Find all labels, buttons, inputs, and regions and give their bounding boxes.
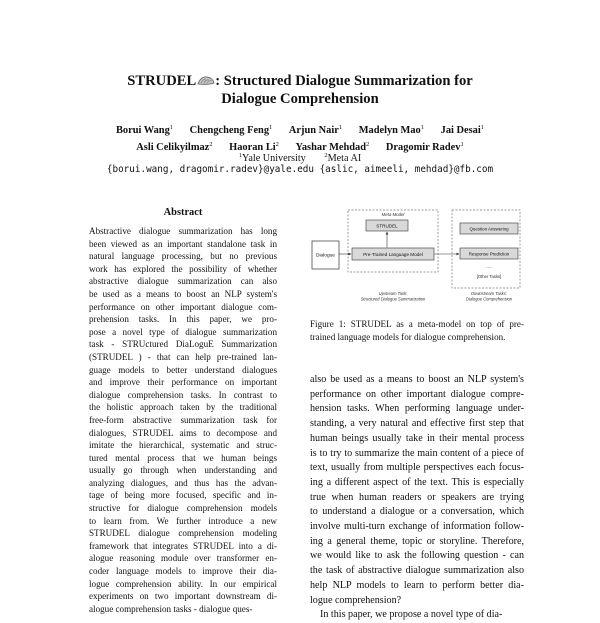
body-line: In this paper, we propose a novel type of dia- <box>320 609 503 621</box>
body-line: to understand a dialogue or a conversation, which <box>310 506 524 518</box>
author-emails: {borui.wang, dragomir.radev}@yale.edu {aslic, aimeeli, mehdad}@fb.com <box>106 164 494 175</box>
author: Yashar Mehdad$^2$ <box>295 141 370 153</box>
abstract-text <box>89 225 277 615</box>
abstract-line: imitate the hierarchical, systematic and struc- <box>89 440 277 451</box>
abstract-line: be used as a means to boost an NLP system's <box>89 288 277 299</box>
author: Borui Wang$^1$ <box>115 124 174 136</box>
author: Jai Desai$^1$ <box>440 124 484 136</box>
abstract-heading: Abstract <box>163 207 203 218</box>
abstract-line: logue comprehension ability. In our empirical <box>89 578 277 589</box>
abstract-line: the holistic approach taken by the traditional <box>89 402 277 413</box>
abstract-line: abstractive dialogue summarization can also <box>89 276 277 287</box>
abstract-line: guage models to better understand dialogues <box>89 364 277 375</box>
abstract-line: Abstractive dialogue summarization has long <box>89 226 277 236</box>
abstract-line: task - STRUctured DiaLoguE Summarization <box>89 339 277 350</box>
rp-label: Response Prediction <box>468 251 510 257</box>
author: Arjun Nair$^1$ <box>288 124 343 136</box>
abstract-line: tage of being more focused, specific and in- <box>89 490 277 501</box>
figure-caption <box>310 318 524 344</box>
abstract-line: (STRUDEL ) - that can help pre-trained lan- <box>89 351 277 362</box>
body-text <box>310 373 524 623</box>
abstract-line: to learn from. We further introduce a new <box>89 515 277 526</box>
abstract-line: been viewed as an important standalone task in <box>89 238 277 249</box>
affiliation: $^1$Yale University <box>238 152 306 164</box>
abstract-line: work has explored the possibility of whether <box>89 263 277 274</box>
abstract-line: dialogue comprehension tasks. In contrast to <box>89 389 277 400</box>
other-tasks-label: [Other Tasks] <box>476 274 502 279</box>
body-line: the task of abstractive dialogue summarization also <box>310 565 524 577</box>
meta-model-label: Meta-Model <box>381 212 405 217</box>
body-line: human beings usually take in their mental process <box>310 432 524 444</box>
body-line: ing a different aspect of the text. This is especially <box>310 476 524 488</box>
downstream-label-1: Downstream Tasks: <box>471 291 507 296</box>
figure-1 <box>310 203 524 309</box>
strudel-label: STRUDEL <box>376 223 398 229</box>
title-rest: : Structured Dialogue Summarization for <box>215 73 473 89</box>
caption-line: trained language models for dialogue comprehension. <box>310 332 506 342</box>
abstract-line: natural language processing, but no previous <box>89 251 277 262</box>
abstract-line: dialogues, STRUDEL aims to decompose and <box>89 427 277 438</box>
abstract-line: framework that integrates STRUDEL into a di- <box>89 540 277 551</box>
strudel-emoji-icon <box>197 75 215 86</box>
body-line: true when human readers or speakers are trying <box>310 491 524 503</box>
abstract-line: usually go through when understanding and <box>89 465 277 476</box>
dots-label: ...... <box>485 264 493 269</box>
body-line: is to try to summarize the main content of a piece of <box>310 447 524 459</box>
abstract-line: performance on other important dialogue com- <box>89 301 277 312</box>
figure-diagram <box>310 203 524 309</box>
body-line: logue comprehension? <box>310 594 402 606</box>
body-line: hension tasks. When performing language under- <box>310 403 524 415</box>
body-line: involve multi-turn exchange of information follow- <box>310 521 524 533</box>
body-line: also be used as a means to boost an NLP system's <box>310 374 524 385</box>
author: Chengcheng Feng$^1$ <box>189 124 273 136</box>
upstream-label-1: Upstream Task: <box>378 291 408 296</box>
author-row-1 <box>0 121 600 138</box>
author: Madelyn Mao$^1$ <box>358 124 425 136</box>
body-line: performance on other important dialogue compre- <box>310 388 524 400</box>
abstract-line: free-form abstractive summarization task for <box>89 414 277 425</box>
author: Asli Celikyilmaz$^2$ <box>136 141 213 153</box>
abstract-line: experiments on two important downstream di- <box>89 591 277 602</box>
affiliation: $^2$Meta AI <box>324 152 362 164</box>
abstract-line: analyzing dialogues, and thus has the advan- <box>89 477 277 488</box>
author: Dragomir Radev$^1$ <box>385 141 464 153</box>
author: Haoran Li$^2$ <box>229 141 279 153</box>
title-strudel: STRUDEL <box>127 73 197 89</box>
body-line: help NLP models to learn to perform better dia- <box>310 579 524 591</box>
body-line: we would like to ask the following question - can <box>310 550 524 562</box>
meta-model-box <box>348 210 438 272</box>
body-line: standing, a very natural and effective first step that <box>310 418 524 430</box>
abstract-line: STRUDEL dialogue comprehension modeling <box>89 528 277 539</box>
upstream-label-2: Structured Dialogue Summarization <box>360 296 426 302</box>
abstract-line: alogue reasoning module over transformer en- <box>89 553 277 564</box>
plm-label: Pre-Trained Language Model <box>363 252 423 257</box>
caption-line: Figure 1: STRUDEL as a meta-model on top of pre- <box>310 319 524 329</box>
abstract-line: structive for dialogue comprehension models <box>89 503 277 514</box>
abstract-line: coder language models to improve their dia- <box>89 566 277 577</box>
abstract-line: alogue comprehension tasks - dialogue ques- <box>89 603 253 614</box>
qa-label: Question Answering <box>469 226 509 232</box>
downstream-label-2: Dialogue Comprehension <box>465 296 513 302</box>
abstract-line: prehension tasks. In this paper, we pro- <box>89 314 277 325</box>
body-line: text, usually from multiple perspectives each focus- <box>310 462 524 474</box>
dialogue-label: Dialogue <box>316 253 335 259</box>
paper-title <box>0 72 600 108</box>
abstract-line: tured mental process that we human beings <box>89 452 277 463</box>
body-line: ing a general theme, topic or storyline. Therefore, <box>310 535 524 547</box>
abstract-line: pose a novel type of dialogue summarization <box>89 326 277 337</box>
title-line-2: Dialogue Comprehension <box>221 91 379 107</box>
abstract-line: and improve their performance on important <box>89 377 277 388</box>
